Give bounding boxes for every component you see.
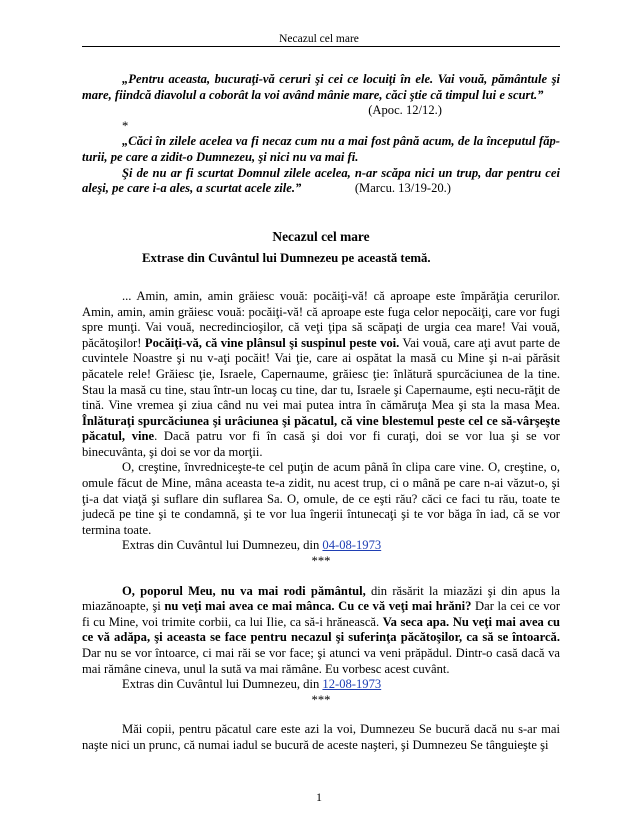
- s2-source-prefix: Extras din Cuvântul lui Dumnezeu, din: [122, 677, 323, 692]
- section1-source: [82, 538, 560, 554]
- s1-text-c: Vai vouă, care aţi avut parte de cuvintele Noastre şi nu v-aţi pocăit! Vai ţie, care ai ospătat la masă cu Mine şi n-ai părăsit păcatele rele! Grăiesc ţie, Israele, Capernaume, grăiesc ţie: înlătură spurcăciunea de la tine. Stau la masă cu tine, stau într-un locaş cu tine, dar tu, Israele şi Capernaume, eşti necu-răţit de tină. Vine vremea şi ziua când nu vei mai putea intra în cămăruţa Mea şi sta la masa Mea.: [82, 335, 560, 413]
- s1-text-e: . Dacă patru vor fi în casă şi doi vor fi curaţi, doi se vor lua şi se vor binecuvânta, şi doi se vor da morţii.: [82, 429, 561, 459]
- spacer: [82, 570, 560, 584]
- s2-text-d: Dar la cei ce vor fi cu Mine, voi trimite corbii, ca lui Ilie, ca să-i hrănească.: [82, 599, 561, 629]
- quote-mark-2-text: Şi de nu ar fi scurtat Domnul zilele acelea, n-ar scăpa nici un trup, dar pentru cei aleşi, pe care i-a ales, a scurtat acele zile.”: [82, 165, 560, 196]
- s1-source-date-link[interactable]: 04-08-1973: [322, 538, 382, 553]
- quote-mark-2: [82, 166, 560, 197]
- section3-paragraph: Măi copii, pentru păcatul care este azi la voi, Dumnezeu Se bucură dacă nu s-ar mai naşte nici un prunc, că numai iadul se bucură de aceste naşteri, şi Dumnezeu Se tânguieşte şi: [82, 722, 560, 752]
- running-header: Necazul cel mare: [279, 33, 359, 45]
- s2-source-date-link[interactable]: 12-08-1973: [322, 677, 382, 692]
- spacer: [82, 708, 560, 722]
- s2-text-c: nu veţi mai avea ce mai mânca. Cu ce vă veţi mai hrăni?: [164, 599, 472, 614]
- page-number: 1: [316, 790, 322, 804]
- spacer: [82, 267, 560, 289]
- s2-text-b: din răsărit la miazăzi şi din apus la miazănoapte, şi: [82, 583, 561, 614]
- section1-stars: ***: [311, 554, 331, 569]
- quote-mark-1-text: „Căci în zilele acelea va fi necaz cum nu a mai fost până acum, de la începutul făp-turii, pe care a zidit-o Dumnezeu, şi nici nu va mai fi.: [82, 134, 560, 164]
- s1-text-a: ... Amin, amin, amin grăiesc vouă: pocăiţi-vă! că aproape este împărăţia cerurilor. Amin, amin, amin grăiesc vouă: pocăiţi-vă! că aproape este fuga celor nepocăiţi, care vor fugi spre munţi. Vai vouă, necredincioşilor, că veţi ţipa să scăpaţi de urgia cea mare! Vai vouă, păcătoşilor!: [82, 288, 560, 350]
- quote-mark-1: [82, 134, 560, 165]
- s1-source-prefix: Extras din Cuvântul lui Dumnezeu, din: [122, 538, 323, 553]
- header-rule: [82, 46, 560, 47]
- quote-apocalypse-ref-row: [82, 103, 560, 119]
- s2-text-a: O, poporul Meu, nu va mai rodi pământul,: [122, 583, 366, 598]
- quote-apocalypse: [82, 72, 560, 103]
- quote-apocalypse-ref: (Apoc. 12/12.): [368, 103, 442, 118]
- star-separator: *: [122, 118, 129, 133]
- s2-text-f: Dar nu se vor întoarce, ci mai răi se vor face; şi atunci va veni prăpădul. Dintr-o casă dacă va mai rămâne cineva, unul la sută va mai rămâne. Eu vorbesc acest cuvânt.: [82, 646, 560, 676]
- section1-paragraph2: O, creştine, învredniceşte-te cel puţin de acum până în clipa care vine. O, creştine, o, omule făcut de Mine, mâna aceasta te-a zidit, nu acest trup, ci o mână pe care n-ai văzut-o, şi ţi-a dat viaţă şi suflare din suflarea Sa. O, omule, de ce eşti rău? căci ce faci tu rău, toate te judecă pe tine şi te condamnă, şi te vor lua îngerii întunecaţi şi te vor băga în iad, că se vor termina toate.: [82, 460, 560, 537]
- section1-paragraph1: [82, 289, 560, 461]
- page-title: Necazul cel mare: [272, 228, 370, 244]
- page-subtitle: Extrase din Cuvântul lui Dumnezeu pe această temă.: [142, 251, 431, 266]
- section2-source: [82, 677, 560, 693]
- section2-paragraph: [82, 584, 560, 678]
- s2-text-e: Va seca apa. Nu veţi mai avea cu ce vă adăpa, şi aceasta se face pentru necazul şi suferinţa păcătoşilor, ca să se întoarcă.: [82, 614, 560, 645]
- section2-stars: ***: [311, 692, 331, 707]
- s1-text-b: Pocăiţi-vă, că vine plânsul şi suspinul peste voi.: [144, 335, 400, 350]
- quote-mark-ref: (Marcu. 13/19-20.): [354, 181, 452, 196]
- quote-apocalypse-text: „Pentru aceasta, bucuraţi-vă ceruri şi cei ce locuiţi în ele. Vai vouă, pământule şi mare, fiindcă diavolul a coborât la voi având mânie mare, căci ştie că timpul lui e scurt.”: [82, 72, 560, 102]
- document-body: [82, 72, 560, 754]
- s1-text-d: Înlăturaţi spurcăciunea şi urâciunea şi păcatul, că vine blestemul peste cel ce să-vârşeşte păcatul, vine: [82, 413, 560, 444]
